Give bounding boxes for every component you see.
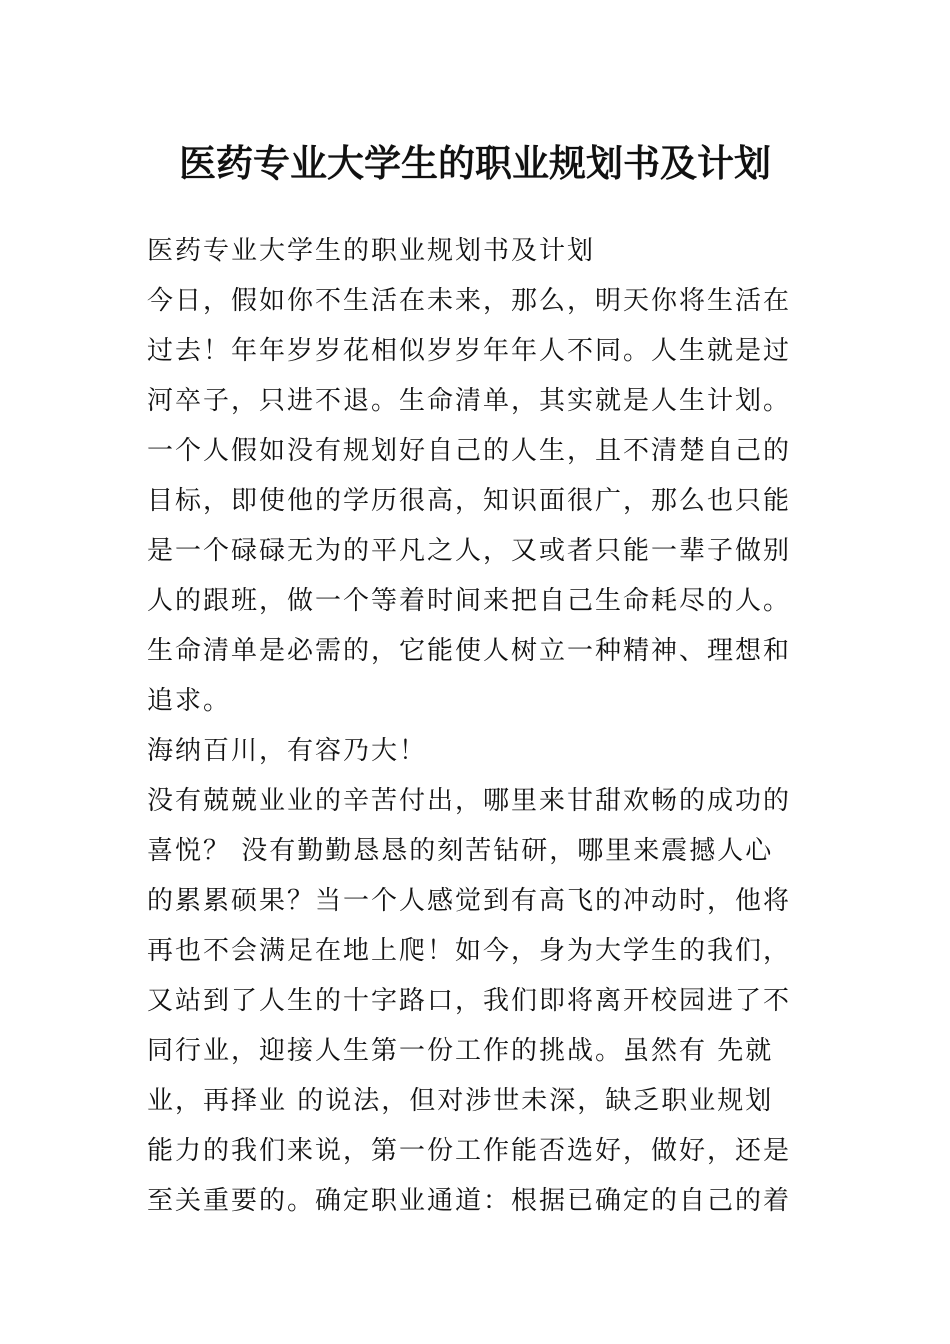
- text-line: 再也不会满足在地上爬！如今，身为大学生的我们，: [147, 936, 792, 966]
- document-body: [147, 226, 807, 1226]
- text-line: 人的跟班，做一个等着时间来把自己生命耗尽的人。: [147, 586, 792, 616]
- document-title: 医药专业大学生的职业规划书及计划: [179, 141, 771, 185]
- text-line: 的累累硕果？当一个人感觉到有高飞的冲动时，他将: [147, 886, 792, 916]
- text-line: 业，再择业 的说法，但对涉世未深，缺乏职业规划: [147, 1086, 774, 1116]
- text-line: 今日，假如你不生活在未来，那么，明天你将生活在: [147, 286, 792, 316]
- text-line: 追求。: [147, 686, 232, 716]
- text-line: 能力的我们来说，第一份工作能否选好，做好，还是: [147, 1136, 792, 1166]
- text-line: 目标，即使他的学历很高，知识面很广，那么也只能: [147, 486, 792, 516]
- text-line: 医药专业大学生的职业规划书及计划: [147, 236, 596, 266]
- text-line: 河卒子，只进不退。生命清单，其实就是人生计划。: [147, 386, 792, 416]
- text-line: 是一个碌碌无为的平凡之人，又或者只能一辈子做别: [147, 536, 792, 566]
- text-line: 又站到了人生的十字路口，我们即将离开校园进了不: [147, 986, 792, 1016]
- text-line: 没有兢兢业业的辛苦付出，哪里来甘甜欢畅的成功的: [147, 786, 792, 816]
- text-line: 至关重要的。确定职业通道：根据已确定的自己的着: [147, 1186, 792, 1216]
- text-line: 生命清单是必需的，它能使人树立一种精神、理想和: [147, 636, 792, 666]
- text-line: 海纳百川，有容乃大！: [147, 736, 428, 766]
- text-line: 一个人假如没有规划好自己的人生，且不清楚自己的: [147, 436, 792, 466]
- text-line: 喜悦？ 没有勤勤恳恳的刻苦钻研，哪里来震撼人心: [147, 836, 774, 866]
- text-line: 同行业，迎接人生第一份工作的挑战。虽然有 先就: [147, 1036, 774, 1066]
- text-line: 过去！年年岁岁花相似岁岁年年人不同。人生就是过: [147, 336, 792, 366]
